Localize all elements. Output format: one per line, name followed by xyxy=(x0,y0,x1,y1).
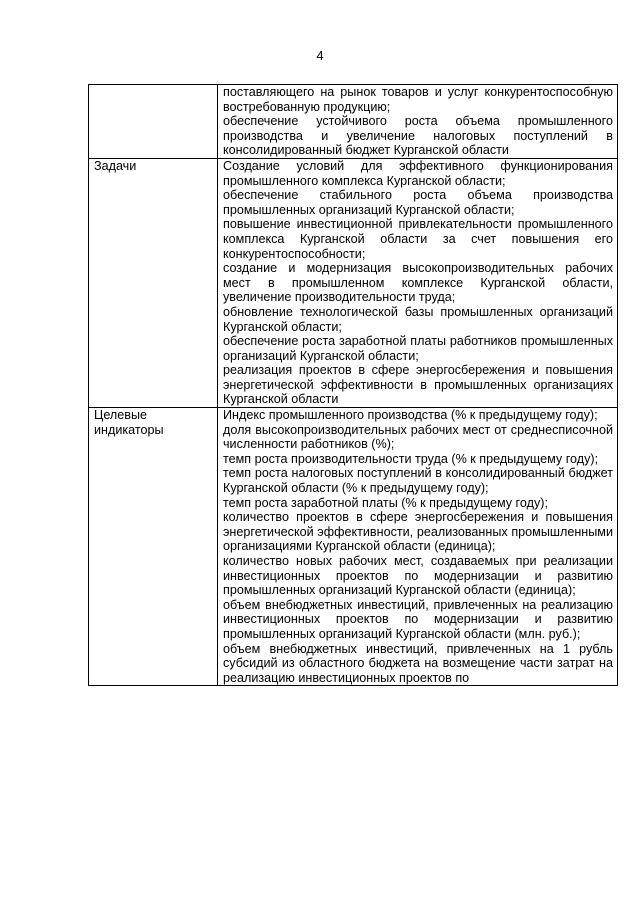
content-line: темп роста налоговых поступлений в консолидированный бюджет Курганской области (% к предыдущему году); xyxy=(223,466,613,496)
row-label: Задачи xyxy=(89,158,218,407)
content-line: повышение инвестиционной привлекательности промышленного комплекса Курганской области за счет повышения его конкурентоспособности; xyxy=(223,217,613,261)
row-content xyxy=(218,408,618,686)
row-content xyxy=(218,158,618,407)
row-label xyxy=(89,85,218,159)
row-label: Целевые индикаторы xyxy=(89,408,218,686)
content-line: количество новых рабочих мест, создаваемых при реализации инвестиционных проектов по модернизации и развитию промышленных организаций Курганской области (единица); xyxy=(223,554,613,598)
program-passport-table xyxy=(88,84,618,686)
content-line: обеспечение роста заработной платы работников промышленных организаций Курганской области; xyxy=(223,334,613,363)
page-number: 4 xyxy=(316,48,324,63)
row-content xyxy=(218,85,618,159)
content-line: обеспечение устойчивого роста объема промышленного производства и увеличение налоговых поступлений в консолидированный бюджет Курганской области xyxy=(223,114,613,158)
content-line: обеспечение стабильного роста объема производства промышленных организаций Курганской области; xyxy=(223,188,613,217)
content-line: обновление технологической базы промышленных организаций Курганской области; xyxy=(223,304,613,334)
table-row xyxy=(89,85,618,159)
content-line: доля высокопроизводительных рабочих мест от среднесписочной численности работников (%); xyxy=(223,422,613,452)
content-line: темп роста производительности труда (% к предыдущему году); xyxy=(223,451,599,466)
content-line: темп роста заработной платы (% к предыдущему году); xyxy=(223,495,548,510)
content-line: Создание условий для эффективного функционирования промышленного комплекса Курганской области; xyxy=(223,158,613,188)
content-line: поставляющего на рынок товаров и услуг конкурентоспособную востребованную продукцию; xyxy=(223,85,613,114)
content-line: реализация проектов в сфере энергосбережения и повышения энергетической эффективности в промышленных организациях Курганской области xyxy=(223,363,613,407)
table-row xyxy=(89,158,618,407)
content-line: Индекс промышленного производства (% к предыдущему году); xyxy=(223,408,598,423)
content-line: создание и модернизация высокопроизводительных рабочих мест в промышленном комплексе Курганской области, увеличение производительности труда; xyxy=(223,261,613,305)
content-line: объем внебюджетных инвестиций, привлеченных на 1 рубль субсидий из областного бюджета на возмещение части затрат на реализацию инвестиционных проектов по xyxy=(223,641,613,685)
content-line: количество проектов в сфере энергосбережения и повышения энергетической эффективности, реализованных промышленными организациями Курганской области (единица); xyxy=(223,510,613,554)
table-row xyxy=(89,408,618,686)
content-line: объем внебюджетных инвестиций, привлеченных на реализацию инвестиционных проектов по модернизации и развитию промышленных организаций Курганской области (млн. руб.); xyxy=(223,597,613,641)
